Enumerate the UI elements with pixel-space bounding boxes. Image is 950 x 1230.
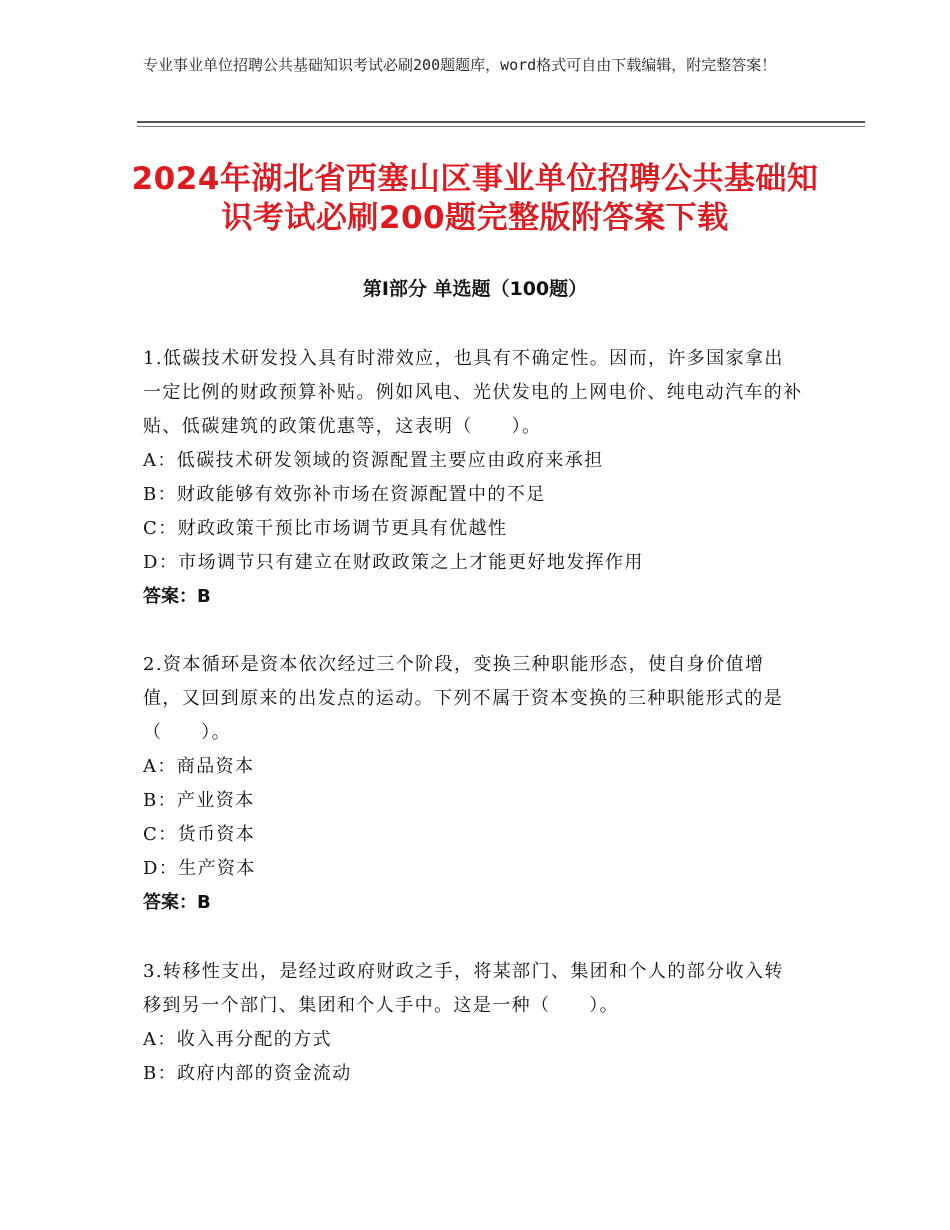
option-d: D：生产资本 — [143, 858, 256, 879]
header-divider-thin — [137, 126, 865, 127]
option-a: A：商品资本 — [143, 756, 255, 777]
option-b: B：产业资本 — [143, 790, 255, 811]
option-d: D：市场调节只有建立在财政政策之上才能更好地发挥作用 — [143, 552, 644, 573]
section-heading: 第Ⅰ部分 单选题（100题） — [362, 278, 588, 300]
option-a: A：低碳技术研发领域的资源配置主要应由政府来承担 — [143, 450, 604, 471]
option-b: B：财政能够有效弥补市场在资源配置中的不足 — [143, 484, 546, 505]
question-block — [143, 342, 803, 614]
option-c: C：货币资本 — [143, 824, 256, 845]
header-divider — [137, 121, 865, 123]
document-title: 2024年湖北省西塞山区事业单位招聘公共基础知识考试必刷200题完整版附答案下载 — [131, 161, 819, 236]
answer-label: 答案：B — [143, 586, 211, 607]
question-stem: 1.低碳技术研发投入具有时滞效应，也具有不确定性。因而，许多国家拿出一定比例的财政预算补贴。例如风电、光伏发电的上网电价、纯电动汽车的补贴、低碳建筑的政策优惠等，这表明（ ）。 — [143, 348, 803, 437]
question-block — [143, 648, 803, 920]
answer-label: 答案：B — [143, 892, 211, 913]
question-block — [143, 955, 803, 1091]
question-stem: 2.资本循环是资本依次经过三个阶段，变换三种职能形态，使自身价值增值，又回到原来的出发点的运动。下列不属于资本变换的三种职能形式的是（ ）。 — [143, 654, 784, 743]
question-stem: 3.转移性支出，是经过政府财政之手，将某部门、集团和个人的部分收入转移到另一个部门、集团和个人手中。这是一种（ ）。 — [143, 961, 784, 1016]
header-note: 专业事业单位招聘公共基础知识考试必刷200题题库，word格式可自由下载编辑，附完整答案！ — [143, 56, 777, 74]
option-c: C：财政政策干预比市场调节更具有优越性 — [143, 518, 508, 539]
option-a: A：收入再分配的方式 — [143, 1029, 332, 1050]
option-b: B：政府内部的资金流动 — [143, 1063, 352, 1084]
